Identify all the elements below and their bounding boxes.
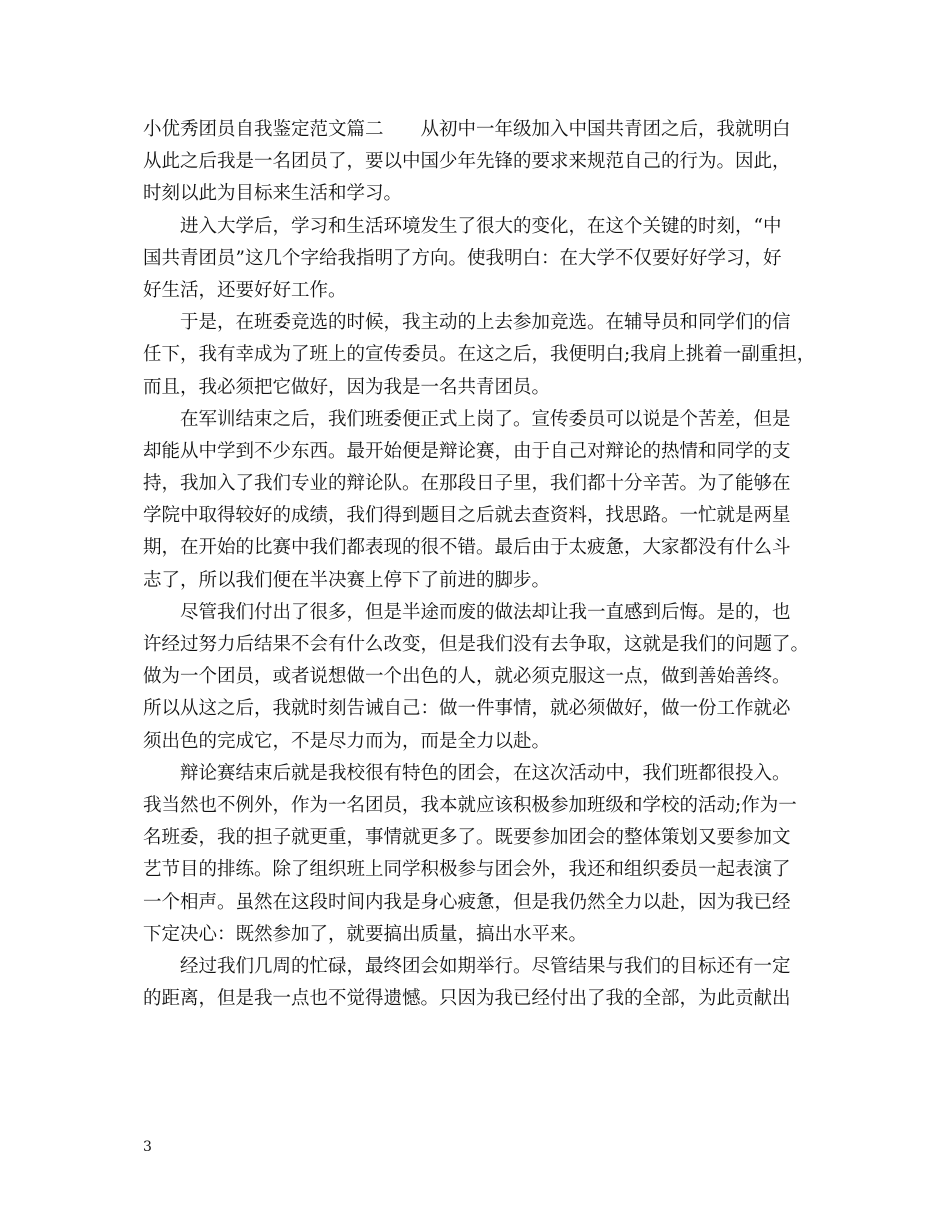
text-line: 艺节目的排练。除了组织班上同学积极参与团会外，我还和组织委员一起表演了 xyxy=(143,859,791,881)
text-line: 名班委，我的担子就更重，事情就更多了。既要参加团会的整体策划又要参加文 xyxy=(143,827,791,849)
document-body xyxy=(143,114,828,1015)
text-line: 学院中取得较好的成绩，我们得到题目之后就去查资料，找思路。一忙就是两星 xyxy=(143,505,791,527)
text-line: 而且，我必须把它做好，因为我是一名共青团员。 xyxy=(143,376,551,398)
text-line: 小优秀团员自我鉴定范文篇二 从初中一年级加入中国共青团之后，我就明白 xyxy=(143,119,791,140)
text-line: 的距离，但是我一点也不觉得遗憾。只因为我已经付出了我的全部，为此贡献出 xyxy=(143,988,791,1010)
text-line: 我当然也不例外，作为一名团员，我本就应该积极参加班级和学校的活动;作为一 xyxy=(143,794,797,816)
text-line: 下定决心：既然参加了，就要搞出质量，搞出水平来。 xyxy=(143,923,588,945)
text-line: 期，在开始的比赛中我们都表现的很不错。最后由于太疲惫，大家都没有什么斗 xyxy=(143,537,791,559)
text-line: 好生活，还要好好工作。 xyxy=(143,279,347,301)
text-line: 国共青团员”这几个字给我指明了方向。使我明白：在大学不仅要好好学习，好 xyxy=(143,247,782,269)
text-line: 志了，所以我们便在半决赛上停下了前进的脚步。 xyxy=(143,569,551,591)
text-line: 经过我们几周的忙碌，最终团会如期举行。尽管结果与我们的目标还有一定 xyxy=(143,955,791,977)
text-line: 一个相声。虽然在这段时间内我是身心疲惫，但是我仍然全力以赴，因为我已经 xyxy=(143,891,791,913)
text-line: 进入大学后，学习和生活环境发生了很大的变化，在这个关键的时刻，“中 xyxy=(143,215,782,237)
text-line: 从此之后我是一名团员了，要以中国少年先锋的要求来规范自己的行为。因此， xyxy=(143,151,791,173)
text-line: 做为一个团员，或者说想做一个出色的人，就必须克服这一点，做到善始善终。 xyxy=(143,666,791,688)
text-line: 却能从中学到不少东西。最开始便是辩论赛，由于自己对辩论的热情和同学的支 xyxy=(143,440,791,462)
text-line: 辩论赛结束后就是我校很有特色的团会，在这次活动中，我们班都很投入。 xyxy=(143,762,791,784)
text-line: 于是，在班委竞选的时候，我主动的上去参加竞选。在辅导员和同学们的信 xyxy=(143,312,791,334)
text-line: 所以从这之后，我就时刻告诫自己：做一件事情，就必须做好，做一份工作就必 xyxy=(143,698,791,720)
text-line: 许经过努力后结果不会有什么改变，但是我们没有去争取，这就是我们的问题了。 xyxy=(143,634,810,655)
text-line: 须出色的完成它，不是尽力而为，而是全力以赴。 xyxy=(143,730,551,752)
text-line: 尽管我们付出了很多，但是半途而废的做法却让我一直感到后悔。是的，也 xyxy=(143,601,791,623)
text-line: 在军训结束之后，我们班委便正式上岗了。宣传委员可以说是个苦差，但是 xyxy=(143,408,791,430)
page-number: 3 xyxy=(143,1139,152,1155)
text-line: 任下，我有幸成为了班上的宣传委员。在这之后，我便明白;我肩上挑着一副重担， xyxy=(143,344,816,366)
text-line: 持，我加入了我们专业的辩论队。在那段日子里，我们都十分辛苦。为了能够在 xyxy=(143,473,791,495)
text-line: 时刻以此为目标来生活和学习。 xyxy=(143,183,403,205)
